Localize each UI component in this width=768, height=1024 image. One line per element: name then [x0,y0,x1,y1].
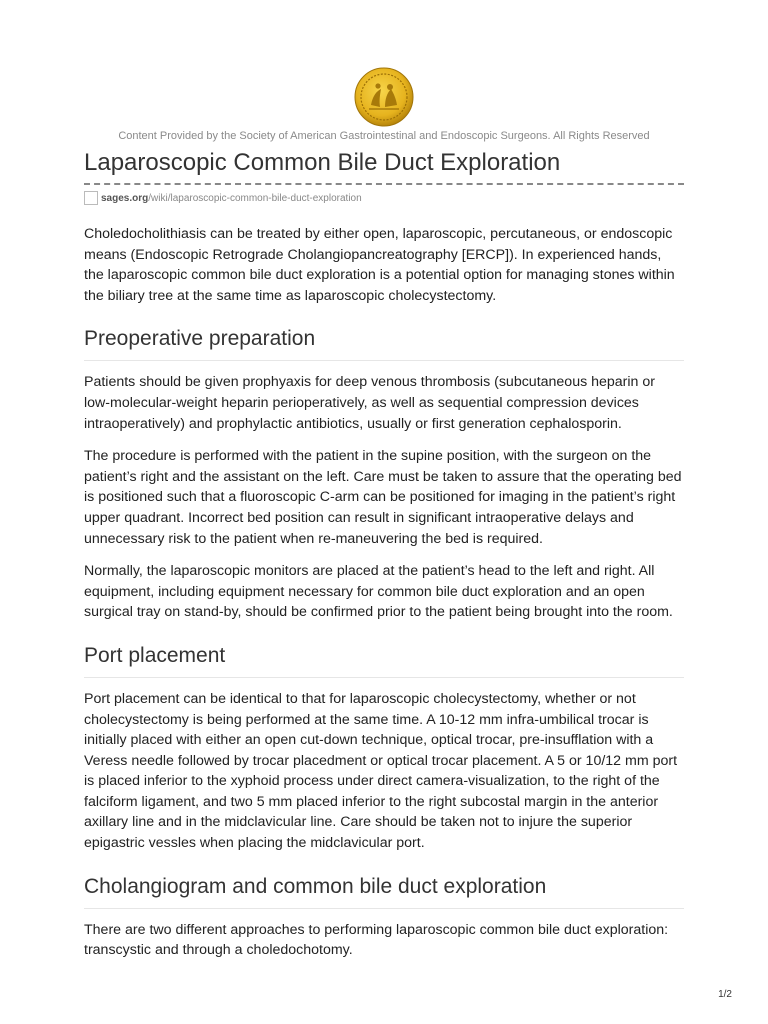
article-body [84,224,684,973]
paragraph: Patients should be given prophyaxis for deep venous thrombosis (subcutaneous heparin or low-molecular-weight heparin perioperatively, as well as sequential compression devices intraoperatively) and prophylactic antibiotics, usually or first generation cephalosporin. [84,374,656,432]
intro-paragraph: Choledocholithiasis can be treated by either open, laparoscopic, percutaneous, or endoscopic means (Endoscopic Retrograde Cholangiopancreatography [ERCP]). In experienced hands, the laparoscopic common bile duct exploration is a potential option for managing stones within the biliary tree at the same time as laparoscopic cholecystectomy. [84,226,675,304]
favicon-icon [84,191,98,205]
seal-icon [354,67,414,127]
paragraph: The procedure is performed with the patient in the supine position, with the surgeon on the patient’s right and the assistant on the left. Care must be taken to assure that the operating bed is positioned such that a fluoroscopic C-arm can be positioned for imaging in the patient’s right upper quadrant. Incorrect bed position can result in significant intraoperative delays and unnecessary risk to the patient when re-maneuvering the bed is required. [84,448,682,547]
section-heading-preoperative: Preoperative preparation [84,326,684,361]
page-number: 1/2 [718,989,732,1000]
paragraph: Normally, the laparoscopic monitors are placed at the patient’s head to the left and right. All equipment, including equipment necessary for common bile duct exploration and an open surgical tray on stand-by, should be confirmed prior to the patient being brought into the room. [84,563,673,621]
source-domain: sages.org [101,192,149,204]
paragraph: There are two different approaches to performing laparoscopic common bile duct exploration: transcystic and through a choledochotomy. [84,921,669,959]
sages-seal-logo [354,67,414,127]
source-url[interactable] [84,190,362,206]
page-title: Laparoscopic Common Bile Duct Exploration [84,149,561,176]
paragraph: Port placement can be identical to that for laparoscopic cholecystectomy, whether or not cholecystectomy is being performed at the same time. A 10-12 mm infra-umbilical trocar is initially placed with either an open cut-down technique, optical trocar, pre-insufflation with a Veress needle followed by trocar placedment or optical trocar placement. A 5 or 10/12 mm port is placed inferior to the xyphoid process under direct camera-visualization, to the right of the falciform ligament, and two 5 mm placed inferior to the right subcostal margin in the anterior axillary line and in the midclavicular line. Care should be taken not to injure the superior epigastric vessles when placing the midclavicular port. [84,690,678,852]
source-path: /wiki/laparoscopic-common-bile-duct-exploration [148,192,362,204]
content-credit: Content Provided by the Society of American Gastrointestinal and Endoscopic Surgeons. All Rights Reserved [118,130,650,142]
section-heading-port-placement: Port placement [84,643,684,678]
section-heading-cholangiogram: Cholangiogram and common bile duct exploration [84,874,684,909]
title-divider [84,183,684,185]
